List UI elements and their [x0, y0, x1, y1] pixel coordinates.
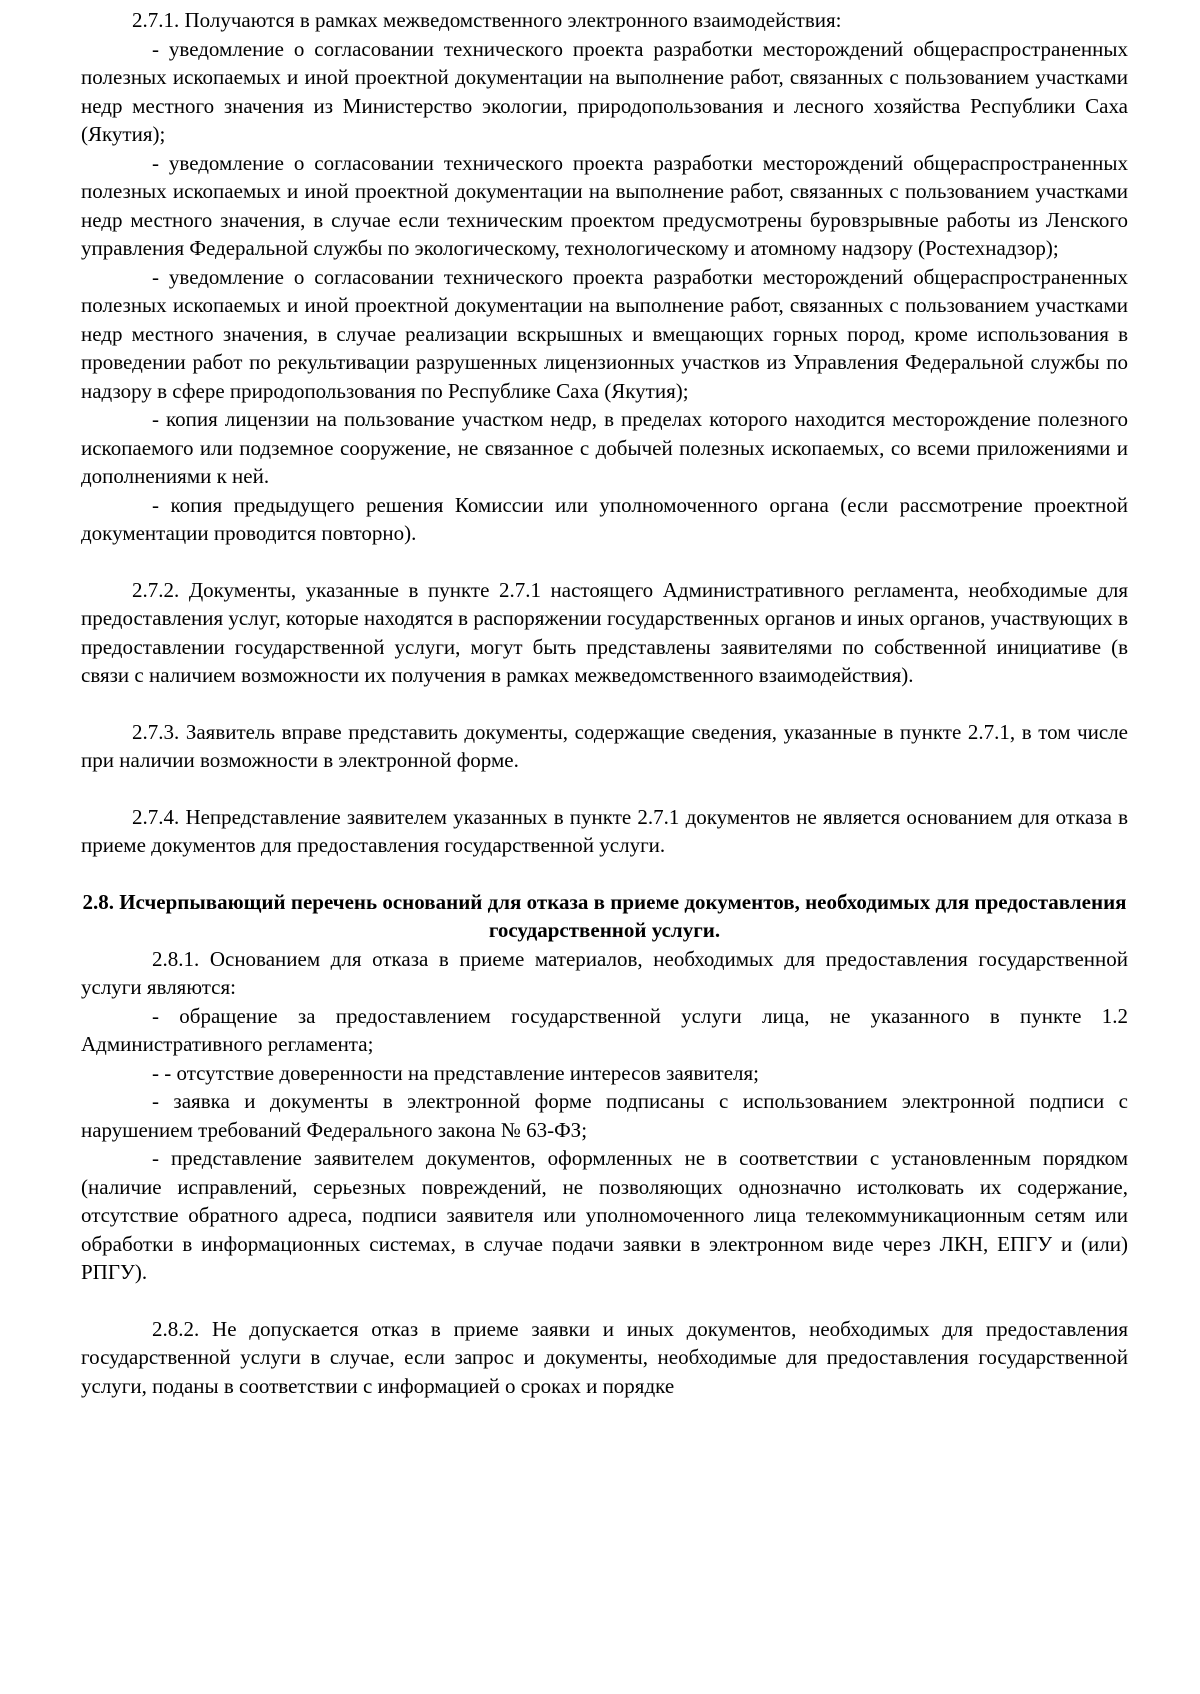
paragraph-2-8-2: 2.8.2. Не допускается отказ в приеме заявки и иных документов, необходимых для предоставления государственной услуги в случае, если запрос и документы, необходимые для предоставления государственной услуги, поданы в соответствии с информацией о сроках и порядке: [81, 1316, 1128, 1398]
list-item-2-8-1-improper-documents: - представление заявителем документов, оформленных не в соответствии с установленным порядком (наличие исправлений, серьезных повреждений, не позволяющих однозначно истолковать их содержание, отсутствие обратного адреса, подписи заявителя или уполномоченного лица телекоммуникационным сетям или обработки в информационных системах, в случае подачи заявки в электронном виде через ЛКН, ЕПГУ и (или) РПГУ).: [81, 1146, 1128, 1284]
list-item-2-8-1-wrong-applicant: - обращение за предоставлением государственной услуги лица, не указанного в пункте 1.2 Административного регламента;: [81, 1003, 1128, 1056]
list-item-2-7-1-license-copy: - копия лицензии на пользование участком недр, в пределах которого находится месторождение полезного ископаемого или подземное сооружение, не связанное с добычей полезных ископаемых, со всеми приложениями и дополнениями к ней.: [81, 407, 1128, 488]
list-item-2-7-1-notice-minecology: - уведомление о согласовании технического проекта разработки месторождений общераспространенных полезных ископаемых и иной проектной документации на выполнение работ, связанных с пользованием участками недр местного значения из Министерство экологии, природопользования и лесного хозяйства Республики Саха (Якутия);: [81, 36, 1128, 146]
paragraph-2-7-3: 2.7.3. Заявитель вправе представить документы, содержащие сведения, указанные в пункте 2.7.1, в том числе при наличии возможности в электронной форме.: [81, 719, 1128, 772]
list-item-2-8-1-invalid-signature: - заявка и документы в электронной форме подписаны с использованием электронной подписи с нарушением требований Федерального закона № 63-ФЗ;: [81, 1089, 1128, 1142]
list-item-2-7-1-previous-decision-copy: - копия предыдущего решения Комиссии или уполномоченного органа (если рассмотрение проектной документации проводится повторно).: [81, 492, 1128, 545]
list-item-2-8-1-no-power-of-attorney: - - отсутствие доверенности на представление интересов заявителя;: [152, 1060, 759, 1085]
section-heading-2-8: 2.8. Исчерпывающий перечень оснований для отказа в приеме документов, необходимых для предоставления государственной услуги.: [82, 889, 1127, 942]
paragraph-2-7-2: 2.7.2. Документы, указанные в пункте 2.7.1 настоящего Административного регламента, необходимые для предоставления услуг, которые находятся в распоряжении государственных органов и иных органов, участвующих в предоставлении государственной услуги, могут быть представлены заявителями по собственной инициативе (в связи с наличием возможности их получения в рамках межведомственного взаимодействия).: [81, 577, 1128, 687]
paragraph-2-7-4: 2.7.4. Непредставление заявителем указанных в пункте 2.7.1 документов не является основанием для отказа в приеме документов для предоставления государственной услуги.: [81, 804, 1128, 857]
paragraph-2-8-1-intro: 2.8.1. Основанием для отказа в приеме материалов, необходимых для предоставления государственной услуги являются:: [81, 946, 1128, 999]
list-item-2-7-1-notice-rostekhnadzor: - уведомление о согласовании технического проекта разработки месторождений общераспространенных полезных ископаемых и иной проектной документации на выполнение работ, связанных с пользованием участками недр местного значения, в случае если техническим проектом предусмотрены буровзрывные работы из Ленского управления Федеральной службы по экологическому, технологическому и атомному надзору (Ростехнадзор);: [81, 150, 1128, 260]
paragraph-2-7-1-intro: 2.7.1. Получаются в рамках межведомственного электронного взаимодействия:: [132, 8, 842, 32]
list-item-2-7-1-notice-rosprirodnadzor: - уведомление о согласовании технического проекта разработки месторождений общераспространенных полезных ископаемых и иной проектной документации на выполнение работ, связанных с пользованием участками недр местного значения, в случае реализации вскрышных и вмещающих горных пород, кроме использования в проведении работ по рекультивации разрушенных лицензионных участков из Управления Федеральной службы по надзору в сфере природопользования по Республике Саха (Якутия);: [81, 264, 1128, 403]
